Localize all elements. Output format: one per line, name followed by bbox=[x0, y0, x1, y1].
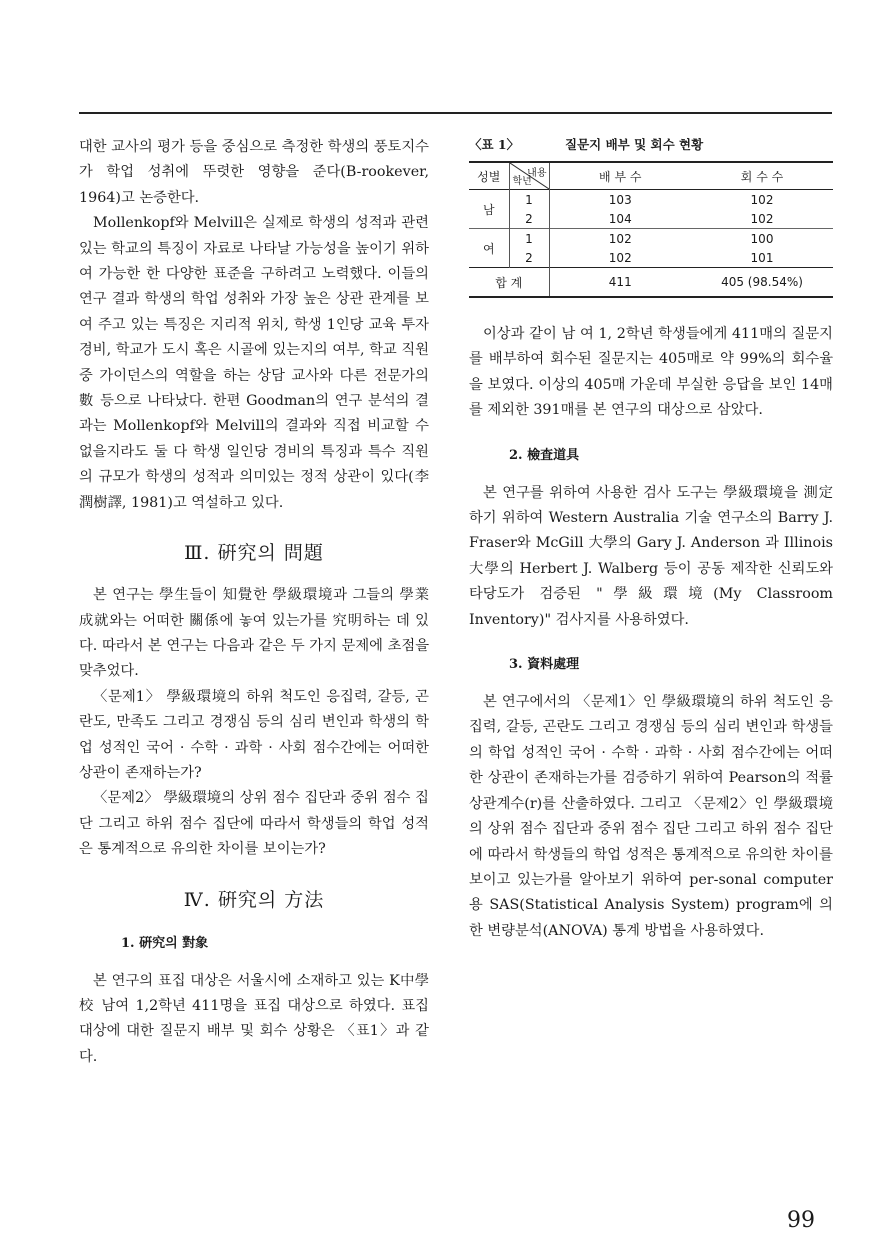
total-returned: 405 (98.54%) bbox=[691, 268, 833, 298]
table-total-row bbox=[469, 268, 833, 298]
table-number: 〈표 1〉 bbox=[469, 137, 520, 152]
distribution-table bbox=[469, 161, 833, 298]
paragraph: 본 연구에서의 〈문제1〉인 學級環境의 하위 척도인 응집력, 갈등, 곤란도 그리고 경쟁심 등의 심리 변인과 학생들의 학업 성적인 국어 · 수학 · 과학 · 사회 점수간에는 어떠한 상관이 존재하는가를 검증하기 위하여 Pearson의 적률상관계수(r)를 산출하였다. 그리고 〈문제2〉인 學級環境의 상위 점수 집단과 중위 점수 집단 그리고 하위 점수 집단에 따라서 학생들의 학업 성적은 통계적으로 유의한 차이를 보이고 있는가를 알아보기 위하여 per-sonal computer용 SAS(Statistical Analysis System) program에 의한 변량분석(ANOVA) 통계 방법을 사용하였다. bbox=[469, 694, 833, 939]
paragraph: 본 연구는 學生들이 知覺한 學級環境과 그들의 學業成就와는 어떠한 關係에 놓여 있는가를 究明하는 데 있다. 따라서 본 연구는 다음과 같은 두 가지 문제에 초점을 맞추었다. bbox=[79, 587, 429, 680]
gender-female: 여 bbox=[469, 229, 509, 268]
table-title: 질문지 배부 및 회수 현황 bbox=[565, 137, 704, 152]
table-caption bbox=[469, 135, 833, 153]
left-column bbox=[79, 135, 429, 1070]
paragraph: 대한 교사의 평가 등을 중심으로 측정한 학생의 풍토지수가 학업 성취에 뚜렷한 영향을 준다(B-rookever, 1964)고 논증한다. bbox=[79, 139, 429, 206]
cell-returned: 100 bbox=[691, 229, 833, 249]
cell-grade: 2 bbox=[509, 248, 549, 268]
right-column bbox=[469, 135, 833, 944]
paragraph: 본 연구를 위하여 사용한 검사 도구는 學級環境을 測定하기 위하여 Western Australia 기술 연구소의 Barry J. Fraser와 McGill 大學의 Gary J. Anderson 과 Illinois 大學의 Herbert J. Walberg 등이 공동 제작한 신뢰도와 타당도가 검증된 "學級環境(My Classroom Inventory)" 검사지를 사용하였다. bbox=[469, 484, 833, 628]
header-distributed: 배 부 수 bbox=[599, 169, 642, 184]
section-heading-3: Ⅲ. 硏究의 問題 bbox=[184, 542, 324, 565]
cell-returned: 101 bbox=[750, 250, 774, 265]
paragraph: Mollenkopf와 Melvill은 실제로 학생의 성적과 관련있는 학교의 특징이 자료로 나타날 가능성을 높이기 위하여 가능한 한 다양한 표준을 구하려고 노력했다. 이들의 연구 결과 학생의 학업 성취와 가장 높은 상관 관계를 보여 주고 있는 특징은 지리적 위치, 학생 1인당 교육 투자 경비, 학교가 도시 혹은 시골에 있는지의 여부, 학교 직원 중 가이던스의 역할을 하는 상담 교사와 다른 전문가의 數 등으로 나타났다. 한편 Goodman의 연구 분석의 결과는 Mollenkopf와 Melvill의 결과와 직접 비교할 수 없을지라도 둘 다 학생 일인당 경비의 특징과 특수 직원의 규모가 학생의 성적과 의미있는 정적 상관이 있다(李潤樹譯, 1981)고 역설하고 있다. bbox=[79, 215, 429, 511]
paragraph: 〈문제1〉 學級環境의 하위 척도인 응집력, 갈등, 곤란도, 만족도 그리고 경쟁심 등의 심리 변인과 학생의 학업 성적인 국어 · 수학 · 과학 · 사회 점수간에는 어떠한 상관이 존재하는가? bbox=[79, 688, 429, 781]
table-row bbox=[469, 209, 833, 229]
section-heading-4: Ⅳ. 硏究의 方法 bbox=[183, 888, 325, 911]
header-rule bbox=[79, 112, 832, 114]
gender-male: 남 bbox=[469, 190, 509, 229]
header-returned: 회 수 수 bbox=[740, 169, 784, 184]
header-grade: 학년 bbox=[512, 176, 532, 187]
paragraph: 본 연구의 표집 대상은 서울시에 소재하고 있는 K中學校 남여 1,2학년 411명을 표집 대상으로 하였다. 표집 대상에 대한 질문지 배부 및 회수 상황은 〈표1〉과 같다. bbox=[79, 972, 429, 1065]
cell-distributed: 104 bbox=[608, 211, 632, 226]
page-number: 99 bbox=[787, 1208, 815, 1233]
cell-grade: 2 bbox=[509, 209, 549, 229]
cell-distributed: 102 bbox=[608, 250, 632, 265]
total-label: 합 계 bbox=[469, 268, 549, 298]
cell-returned: 102 bbox=[750, 192, 774, 207]
header-diagonal-cell bbox=[509, 162, 549, 190]
total-distributed: 411 bbox=[549, 268, 691, 298]
subsection-heading: 3. 資料處理 bbox=[509, 657, 580, 673]
header-content: 내용 bbox=[527, 168, 547, 179]
cell-grade: 1 bbox=[509, 229, 549, 249]
cell-distributed: 102 bbox=[549, 229, 691, 249]
table-row bbox=[469, 190, 833, 210]
paragraph: 이상과 같이 남 여 1, 2학년 학생들에게 411매의 질문지를 배부하여 회수된 질문지는 405매로 약 99%의 회수율을 보였다. 이상의 405매 가운데 부실한 응답을 보인 14매를 제외한 391매를 본 연구의 대상으로 삼았다. bbox=[469, 326, 833, 419]
header-gender: 성별 bbox=[469, 162, 509, 190]
subsection-heading: 1. 硏究의 對象 bbox=[121, 935, 209, 951]
cell-returned: 102 bbox=[750, 211, 774, 226]
table-header-row bbox=[469, 162, 833, 190]
table-row bbox=[469, 229, 833, 249]
subsection-heading: 2. 檢査道具 bbox=[509, 447, 580, 463]
paragraph: 〈문제2〉 學級環境의 상위 점수 집단과 중위 점수 집단 그리고 하위 점수 집단에 따라서 학생들의 학업 성적은 통계적으로 유의한 차이를 보이는가? bbox=[79, 790, 429, 858]
cell-grade: 1 bbox=[509, 190, 549, 210]
cell-distributed: 103 bbox=[608, 192, 632, 207]
table-row bbox=[469, 248, 833, 268]
